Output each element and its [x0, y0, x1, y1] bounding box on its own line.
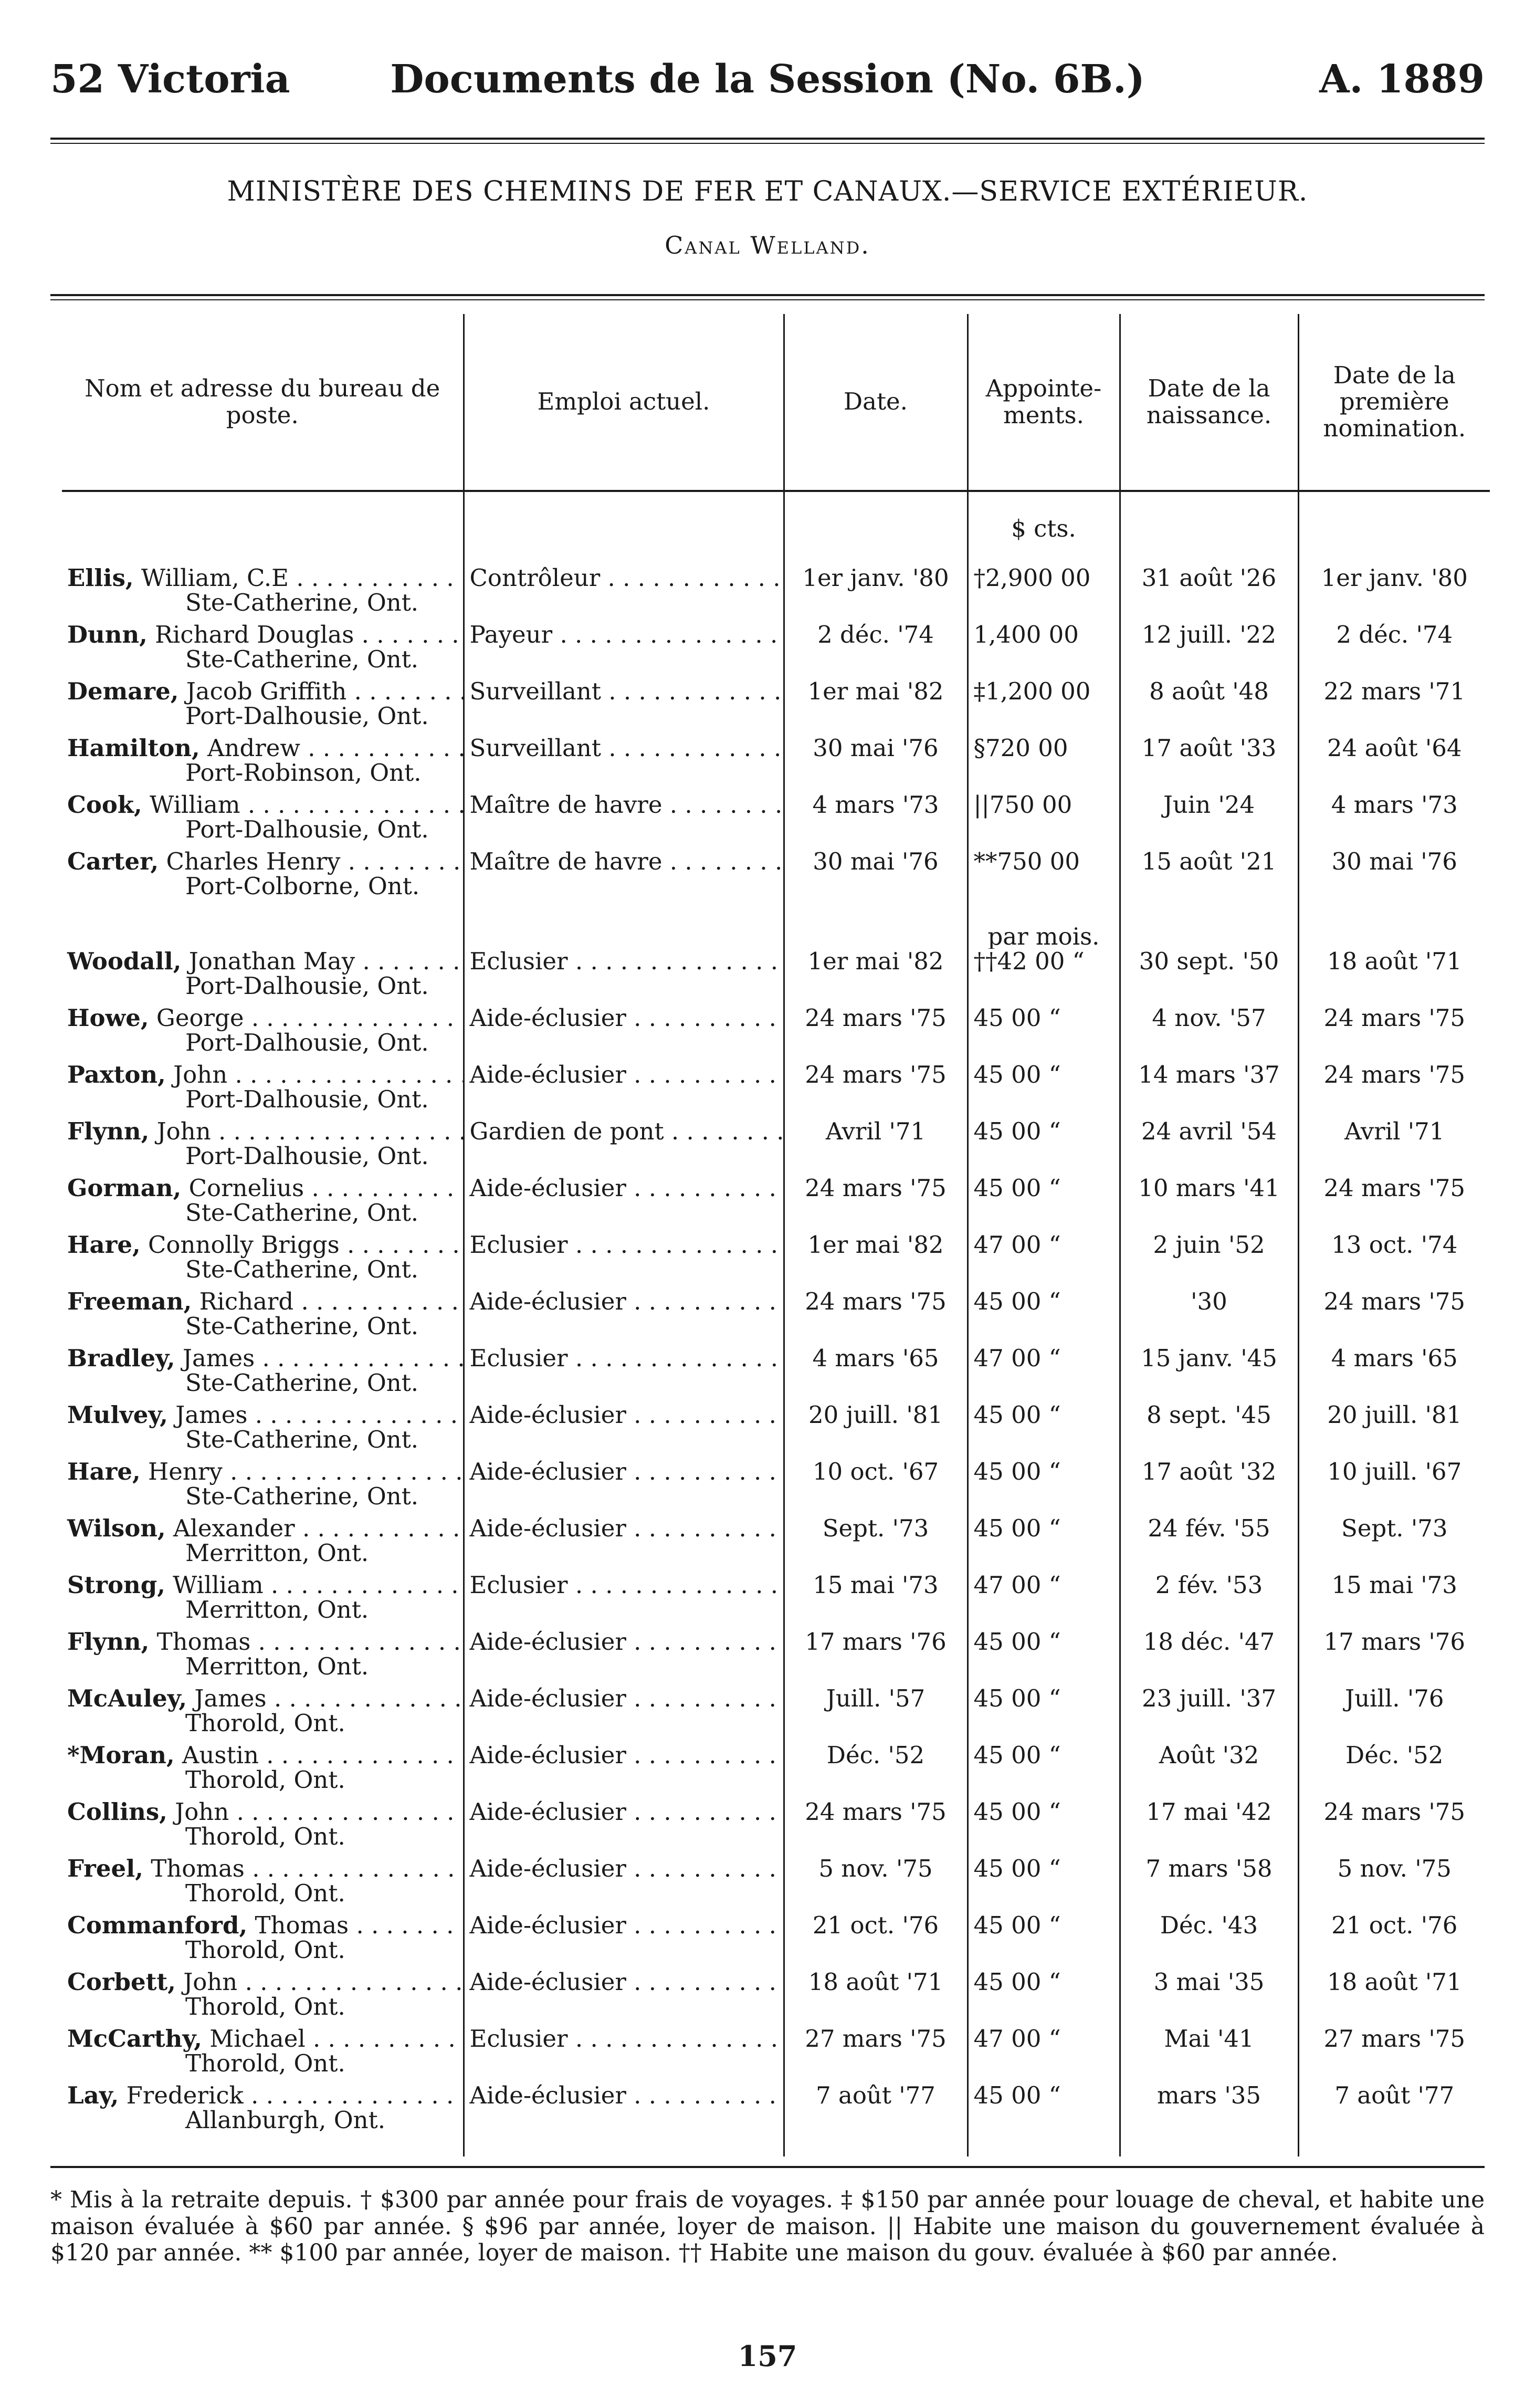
job-cell: Maître de havre . . .: [464, 792, 784, 849]
table-row: [62, 1459, 1490, 1516]
post-office-address: Thorold, Ont.: [185, 1709, 345, 1737]
given-name: William, C.E . . .: [141, 566, 464, 592]
given-name: James . . .: [183, 1346, 464, 1372]
first-appointment-cell: 10 juill. '67: [1327, 1459, 1462, 1485]
first-appointment-cell: Sept. '73: [1341, 1516, 1448, 1542]
job-cell: Aide-éclusier . . .: [464, 1516, 784, 1573]
given-name: John . . .: [175, 1799, 464, 1826]
post-office-address: Ste-Catherine, Ont.: [185, 1255, 419, 1284]
given-name: Connolly Briggs . . .: [148, 1232, 464, 1259]
header-rule-thin: [50, 143, 1485, 144]
first-appointment-cell: 17 mars '76: [1323, 1629, 1466, 1656]
table-row: [62, 679, 1490, 736]
first-appointment-cell: 4 mars '73: [1331, 792, 1458, 819]
given-name: Thomas . . .: [255, 1913, 464, 1939]
birth-date-cell: 24 avril '54: [1120, 1119, 1298, 1176]
given-name: William . . .: [150, 792, 464, 819]
surname: Bradley,: [67, 1346, 175, 1372]
date-cell: 1er mai '82: [784, 949, 968, 1006]
name-cell: [62, 1006, 464, 1062]
post-office-address: Ste-Catherine, Ont.: [185, 1199, 419, 1227]
given-name: Austin . . .: [182, 1743, 464, 1769]
table-row: [62, 849, 1490, 906]
birth-date-cell: 18 déc. '47: [1120, 1629, 1298, 1686]
given-name: Alexander . . .: [173, 1516, 464, 1542]
birth-date-cell: 15 août '21: [1120, 849, 1298, 906]
first-appointment-cell: 22 mars '71: [1323, 679, 1466, 705]
first-appointment-cell: 20 juill. '81: [1327, 1402, 1462, 1429]
post-office-address: Port-Robinson, Ont.: [185, 759, 422, 787]
date-cell: 4 mars '65: [784, 1346, 968, 1402]
given-name: William . . .: [173, 1573, 464, 1599]
post-office-address: Merritton, Ont.: [185, 1596, 369, 1624]
date-cell: 1er mai '82: [784, 679, 968, 736]
date-cell: 21 oct. '76: [784, 1913, 968, 1970]
salary-cell: 45 00 “: [968, 1970, 1120, 2026]
birth-date-cell: 4 nov. '57: [1120, 1006, 1298, 1062]
salary-cell: 45 00 “: [968, 1402, 1120, 1459]
birth-date-cell: 24 fév. '55: [1120, 1516, 1298, 1573]
ministry-title: MINISTÈRE DES CHEMINS DE FER ET CANAUX.—SERVICE EXTÉRIEUR.: [227, 176, 1308, 207]
birth-date-cell: 10 mars '41: [1120, 1176, 1298, 1232]
birth-date-cell: '30: [1120, 1289, 1298, 1346]
salary-cell: ||750 00: [968, 792, 1120, 849]
name-cell: [62, 1573, 464, 1629]
post-office-address: Ste-Catherine, Ont.: [185, 1312, 419, 1341]
name-cell: [62, 2026, 464, 2083]
birth-date-cell: Juin '24: [1120, 792, 1298, 849]
table-row: [62, 566, 1490, 622]
table-row: [62, 1799, 1490, 1856]
salary-cell: 45 00 “: [968, 1629, 1120, 1686]
surname: *Moran,: [67, 1743, 175, 1769]
birth-date-cell: 17 août '33: [1120, 736, 1298, 792]
salary-cell: ††42 00 “: [968, 949, 1120, 1006]
birth-date-cell: 14 mars '37: [1120, 1062, 1298, 1119]
job-cell: Aide-éclusier . . .: [464, 1629, 784, 1686]
col-header-name: Nom et adresse du bureau de poste.: [62, 314, 464, 491]
col-header-salary: Appointe-ments.: [968, 314, 1120, 491]
birth-date-cell: mars '35: [1120, 2083, 1298, 2156]
surname: Howe,: [67, 1006, 149, 1032]
table-row: [62, 1289, 1490, 1346]
table-row: [62, 1402, 1490, 1459]
first-appointment-cell: Juill. '76: [1345, 1686, 1444, 1712]
name-cell: [62, 1289, 464, 1346]
job-cell: Aide-éclusier . . .: [464, 1289, 784, 1346]
given-name: John . . .: [157, 1119, 464, 1145]
first-appointment-cell: 13 oct. '74: [1331, 1232, 1458, 1259]
name-cell: [62, 1913, 464, 1970]
col-header-job: Emploi actuel.: [464, 314, 784, 491]
name-cell: [62, 622, 464, 679]
header-year: A. 1889: [1319, 57, 1485, 102]
salary-cell: **750 00: [968, 849, 1120, 906]
birth-date-cell: Mai '41: [1120, 2026, 1298, 2083]
given-name: Michael . . .: [209, 2026, 464, 2053]
per-month-label: par mois.: [968, 906, 1120, 949]
job-cell: Eclusier . . .: [464, 1346, 784, 1402]
date-cell: 20 juill. '81: [784, 1402, 968, 1459]
date-cell: 24 mars '75: [784, 1289, 968, 1346]
post-office-address: Ste-Catherine, Ont.: [185, 1426, 419, 1454]
first-appointment-cell: 21 oct. '76: [1331, 1913, 1458, 1939]
name-cell: [62, 949, 464, 1006]
salary-cell: 45 00 “: [968, 1119, 1120, 1176]
job-cell: Aide-éclusier . . .: [464, 1799, 784, 1856]
job-cell: Aide-éclusier . . .: [464, 1062, 784, 1119]
job-cell: Aide-éclusier . . .: [464, 1402, 784, 1459]
salary-cell: 47 00 “: [968, 1232, 1120, 1289]
title-rule: [50, 294, 1485, 296]
salary-cell: 45 00 “: [968, 1913, 1120, 1970]
date-cell: 7 août '77: [784, 2083, 968, 2156]
post-office-address: Port-Colborne, Ont.: [185, 872, 420, 901]
birth-date-cell: 8 sept. '45: [1120, 1402, 1298, 1459]
date-cell: 17 mars '76: [784, 1629, 968, 1686]
header-rule: [50, 138, 1485, 140]
given-name: James . . .: [175, 1402, 464, 1429]
surname: Commanford,: [67, 1913, 248, 1939]
given-name: George . . .: [156, 1006, 464, 1032]
job-cell: Aide-éclusier . . .: [464, 1176, 784, 1232]
table-row: [62, 622, 1490, 679]
units-salary: $ cts.: [968, 491, 1120, 566]
footnotes: * Mis à la retraite depuis. † $300 par année pour frais de voyages. ‡ $150 par année pour louage de cheval, et habite une maison évaluée à $60 par année. § $96 par année, loyer de maison. || Habite une maison du gouvernement évaluée à $120 par année. ** $100 par année, loyer de maison. †† Habite une maison du gouv. évaluée à $60 par année.: [50, 2186, 1485, 2267]
first-appointment-cell: Avril '71: [1344, 1119, 1445, 1145]
birth-date-cell: 30 sept. '50: [1120, 949, 1298, 1006]
header-documents: Documents de la Session (No. 6B.): [390, 57, 1145, 102]
birth-date-cell: 17 mai '42: [1120, 1799, 1298, 1856]
first-appointment-cell: 24 mars '75: [1323, 1799, 1466, 1826]
salary-cell: 45 00 “: [968, 1799, 1120, 1856]
name-cell: [62, 1402, 464, 1459]
table-row: [62, 1743, 1490, 1799]
name-cell: [62, 1346, 464, 1402]
header-session: 52 Victoria: [50, 57, 290, 102]
name-cell: [62, 1743, 464, 1799]
table-row: [62, 1119, 1490, 1176]
first-appointment-cell: 24 mars '75: [1323, 1006, 1466, 1032]
date-cell: 24 mars '75: [784, 1062, 968, 1119]
name-cell: [62, 679, 464, 736]
salary-cell: 45 00 “: [968, 1516, 1120, 1573]
table-row: [62, 792, 1490, 849]
given-name: Richard Douglas . . .: [155, 622, 464, 648]
job-cell: Aide-éclusier . . .: [464, 1913, 784, 1970]
first-appointment-cell: 18 août '71: [1327, 1970, 1462, 1996]
job-cell: Maître de havre . . .: [464, 849, 784, 906]
date-cell: Déc. '52: [784, 1743, 968, 1799]
birth-date-cell: 8 août '48: [1120, 679, 1298, 736]
date-cell: 15 mai '73: [784, 1573, 968, 1629]
job-cell: Aide-éclusier . . .: [464, 1459, 784, 1516]
name-cell: [62, 1176, 464, 1232]
job-cell: Surveillant . . .: [464, 679, 784, 736]
birth-date-cell: 2 juin '52: [1120, 1232, 1298, 1289]
first-appointment-cell: 1er janv. '80: [1321, 566, 1468, 592]
table-row: [62, 1686, 1490, 1743]
name-cell: [62, 1232, 464, 1289]
salary-cell: 45 00 “: [968, 1856, 1120, 1913]
given-name: Thomas . . .: [151, 1856, 464, 1882]
table-row: [62, 1176, 1490, 1232]
birth-date-cell: 15 janv. '45: [1120, 1346, 1298, 1402]
first-appointment-cell: Déc. '52: [1345, 1743, 1444, 1769]
job-cell: Payeur . . .: [464, 622, 784, 679]
date-cell: 27 mars '75: [784, 2026, 968, 2083]
given-name: Jacob Griffith . . .: [186, 679, 464, 705]
post-office-address: Merritton, Ont.: [185, 1652, 369, 1681]
birth-date-cell: Déc. '43: [1120, 1913, 1298, 1970]
birth-date-cell: 17 août '32: [1120, 1459, 1298, 1516]
birth-date-cell: 2 fév. '53: [1120, 1573, 1298, 1629]
table-row: [62, 1856, 1490, 1913]
date-cell: 1er janv. '80: [784, 566, 968, 622]
birth-date-cell: 12 juill. '22: [1120, 622, 1298, 679]
table-bottom-rule: [50, 2166, 1485, 2168]
table-row: [62, 1062, 1490, 1119]
post-office-address: Thorold, Ont.: [185, 1993, 345, 2021]
job-cell: Eclusier . . .: [464, 2026, 784, 2083]
date-cell: 18 août '71: [784, 1970, 968, 2026]
given-name: Frederick . . .: [127, 2083, 464, 2109]
date-cell: 10 oct. '67: [784, 1459, 968, 1516]
birth-date-cell: Août '32: [1120, 1743, 1298, 1799]
name-cell: [62, 1856, 464, 1913]
surname: Hamilton,: [67, 736, 200, 762]
table-row: [62, 1232, 1490, 1289]
surname: Freeman,: [67, 1289, 192, 1315]
table-row: [62, 1006, 1490, 1062]
surname: McAuley,: [67, 1686, 187, 1712]
table-row: [62, 2083, 1490, 2156]
given-name: Andrew . . .: [207, 736, 464, 762]
first-appointment-cell: 27 mars '75: [1323, 2026, 1466, 2053]
surname: Hare,: [67, 1232, 141, 1259]
post-office-address: Port-Dalhousie, Ont.: [185, 1085, 429, 1114]
salary-cell: 47 00 “: [968, 1346, 1120, 1402]
name-cell: [62, 792, 464, 849]
job-cell: Aide-éclusier . . .: [464, 2083, 784, 2156]
surname: Carter,: [67, 849, 159, 875]
date-cell: 30 mai '76: [784, 736, 968, 792]
first-appointment-cell: 7 août '77: [1334, 2083, 1455, 2109]
name-cell: [62, 1062, 464, 1119]
running-header: [50, 57, 1485, 114]
given-name: John . . .: [173, 1062, 464, 1088]
first-appointment-cell: 30 mai '76: [1331, 849, 1457, 875]
date-cell: 30 mai '76: [784, 849, 968, 906]
surname: Woodall,: [67, 949, 182, 975]
name-cell: [62, 1119, 464, 1176]
date-cell: 24 mars '75: [784, 1176, 968, 1232]
surname: Gorman,: [67, 1176, 182, 1202]
post-office-address: Ste-Catherine, Ont.: [185, 1482, 419, 1511]
date-cell: 24 mars '75: [784, 1006, 968, 1062]
surname: Hare,: [67, 1459, 141, 1485]
name-cell: [62, 849, 464, 906]
given-name: Cornelius . . .: [189, 1176, 464, 1202]
table-row: [62, 1346, 1490, 1402]
job-cell: Aide-éclusier . . .: [464, 1970, 784, 2026]
job-cell: Aide-éclusier . . .: [464, 1686, 784, 1743]
post-office-address: Port-Dalhousie, Ont.: [185, 1142, 429, 1170]
salary-cell: 45 00 “: [968, 1743, 1120, 1799]
date-cell: 24 mars '75: [784, 1799, 968, 1856]
name-cell: [62, 736, 464, 792]
surname: Strong,: [67, 1573, 165, 1599]
job-cell: Eclusier . . .: [464, 1232, 784, 1289]
surname: Corbett,: [67, 1970, 176, 1996]
salary-cell: 1,400 00: [968, 622, 1120, 679]
surname: McCarthy,: [67, 2026, 202, 2053]
first-appointment-cell: 24 mars '75: [1323, 1176, 1466, 1202]
table-row: [62, 1629, 1490, 1686]
first-appointment-cell: 5 nov. '75: [1337, 1856, 1452, 1882]
post-office-address: Port-Dalhousie, Ont.: [185, 815, 429, 844]
date-cell: Avril '71: [784, 1119, 968, 1176]
salary-cell: §720 00: [968, 736, 1120, 792]
post-office-address: Port-Dalhousie, Ont.: [185, 972, 429, 1000]
date-cell: 2 déc. '74: [784, 622, 968, 679]
units-row: [62, 491, 1490, 566]
table-row: [62, 1573, 1490, 1629]
surname: Lay,: [67, 2083, 119, 2109]
given-name: John . . .: [183, 1970, 464, 1996]
title-rule-thin: [50, 299, 1485, 300]
job-cell: Contrôleur . . .: [464, 566, 784, 622]
date-cell: Juill. '57: [784, 1686, 968, 1743]
name-cell: [62, 1686, 464, 1743]
post-office-address: Allanburgh, Ont.: [185, 2106, 386, 2134]
employee-table: [62, 314, 1490, 2156]
salary-cell: ‡1,200 00: [968, 679, 1120, 736]
given-name: Jonathan May . . .: [189, 949, 464, 975]
first-appointment-cell: 4 mars '65: [1331, 1346, 1458, 1372]
date-cell: 5 nov. '75: [784, 1856, 968, 1913]
post-office-address: Ste-Catherine, Ont.: [185, 1369, 419, 1397]
job-cell: Surveillant . . .: [464, 736, 784, 792]
post-office-address: Thorold, Ont.: [185, 1766, 345, 1794]
date-cell: Sept. '73: [784, 1516, 968, 1573]
surname: Flynn,: [67, 1119, 150, 1145]
table-row: [62, 2026, 1490, 2083]
job-cell: Aide-éclusier . . .: [464, 1006, 784, 1062]
job-cell: Aide-éclusier . . .: [464, 1743, 784, 1799]
name-cell: [62, 1459, 464, 1516]
job-cell: Gardien de pont . . .: [464, 1119, 784, 1176]
name-cell: [62, 1970, 464, 2026]
table-row: [62, 1913, 1490, 1970]
post-office-address: Port-Dalhousie, Ont.: [185, 702, 429, 730]
birth-date-cell: 7 mars '58: [1120, 1856, 1298, 1913]
salary-cell: 47 00 “: [968, 2026, 1120, 2083]
given-name: Henry . . .: [148, 1459, 464, 1485]
salary-cell: 47 00 “: [968, 1573, 1120, 1629]
date-cell: 1er mai '82: [784, 1232, 968, 1289]
table-row: [62, 1516, 1490, 1573]
table-row: [62, 949, 1490, 1006]
post-office-address: Thorold, Ont.: [185, 1823, 345, 1851]
surname: Mulvey,: [67, 1402, 168, 1429]
name-cell: [62, 1516, 464, 1573]
given-name: James . . .: [194, 1686, 464, 1712]
post-office-address: Ste-Catherine, Ont.: [185, 645, 419, 674]
post-office-address: Thorold, Ont.: [185, 2049, 345, 2078]
name-cell: [62, 566, 464, 622]
job-cell: Eclusier . . .: [464, 1573, 784, 1629]
post-office-address: Ste-Catherine, Ont.: [185, 589, 419, 617]
page-number: 157: [738, 2339, 797, 2373]
surname: Dunn,: [67, 622, 148, 648]
salary-cell: 45 00 “: [968, 2083, 1120, 2156]
table-header-row: [62, 314, 1490, 491]
first-appointment-cell: 24 mars '75: [1323, 1289, 1466, 1315]
salary-cell: 45 00 “: [968, 1006, 1120, 1062]
first-appointment-cell: 24 mars '75: [1323, 1062, 1466, 1088]
birth-date-cell: 23 juill. '37: [1120, 1686, 1298, 1743]
salary-cell: 45 00 “: [968, 1062, 1120, 1119]
given-name: Thomas . . .: [157, 1629, 464, 1656]
job-cell: Eclusier . . .: [464, 949, 784, 1006]
birth-date-cell: 31 août '26: [1120, 566, 1298, 622]
salary-cell: 45 00 “: [968, 1686, 1120, 1743]
name-cell: [62, 2083, 464, 2156]
table-row: [62, 736, 1490, 792]
col-header-first: Date de la première nomination.: [1298, 314, 1490, 491]
post-office-address: Port-Dalhousie, Ont.: [185, 1029, 429, 1057]
date-cell: 4 mars '73: [784, 792, 968, 849]
post-office-address: Thorold, Ont.: [185, 1936, 345, 1964]
post-office-address: Merritton, Ont.: [185, 1539, 369, 1567]
first-appointment-cell: 18 août '71: [1327, 949, 1462, 975]
surname: Cook,: [67, 792, 142, 819]
table-row: [62, 1970, 1490, 2026]
given-name: Richard . . .: [199, 1289, 464, 1315]
surname: Freel,: [67, 1856, 143, 1882]
per-month-row: [62, 906, 1490, 949]
surname: Flynn,: [67, 1629, 150, 1656]
name-cell: [62, 1629, 464, 1686]
post-office-address: Thorold, Ont.: [185, 1879, 345, 1908]
first-appointment-cell: 2 déc. '74: [1336, 622, 1453, 648]
salary-cell: †2,900 00: [968, 566, 1120, 622]
surname: Wilson,: [67, 1516, 166, 1542]
col-header-date: Date.: [784, 314, 968, 491]
surname: Collins,: [67, 1799, 167, 1826]
surname: Paxton,: [67, 1062, 166, 1088]
surname: Demare,: [67, 679, 179, 705]
col-header-birth: Date de la naissance.: [1120, 314, 1298, 491]
canal-title: Canal Welland.: [665, 231, 870, 259]
salary-cell: 45 00 “: [968, 1459, 1120, 1516]
first-appointment-cell: 24 août '64: [1327, 736, 1462, 762]
surname: Ellis,: [67, 566, 134, 592]
first-appointment-cell: 15 mai '73: [1331, 1573, 1457, 1599]
name-cell: [62, 1799, 464, 1856]
given-name: Charles Henry . . .: [166, 849, 464, 875]
birth-date-cell: 3 mai '35: [1120, 1970, 1298, 2026]
job-cell: Aide-éclusier . . .: [464, 1856, 784, 1913]
salary-cell: 45 00 “: [968, 1176, 1120, 1232]
salary-cell: 45 00 “: [968, 1289, 1120, 1346]
